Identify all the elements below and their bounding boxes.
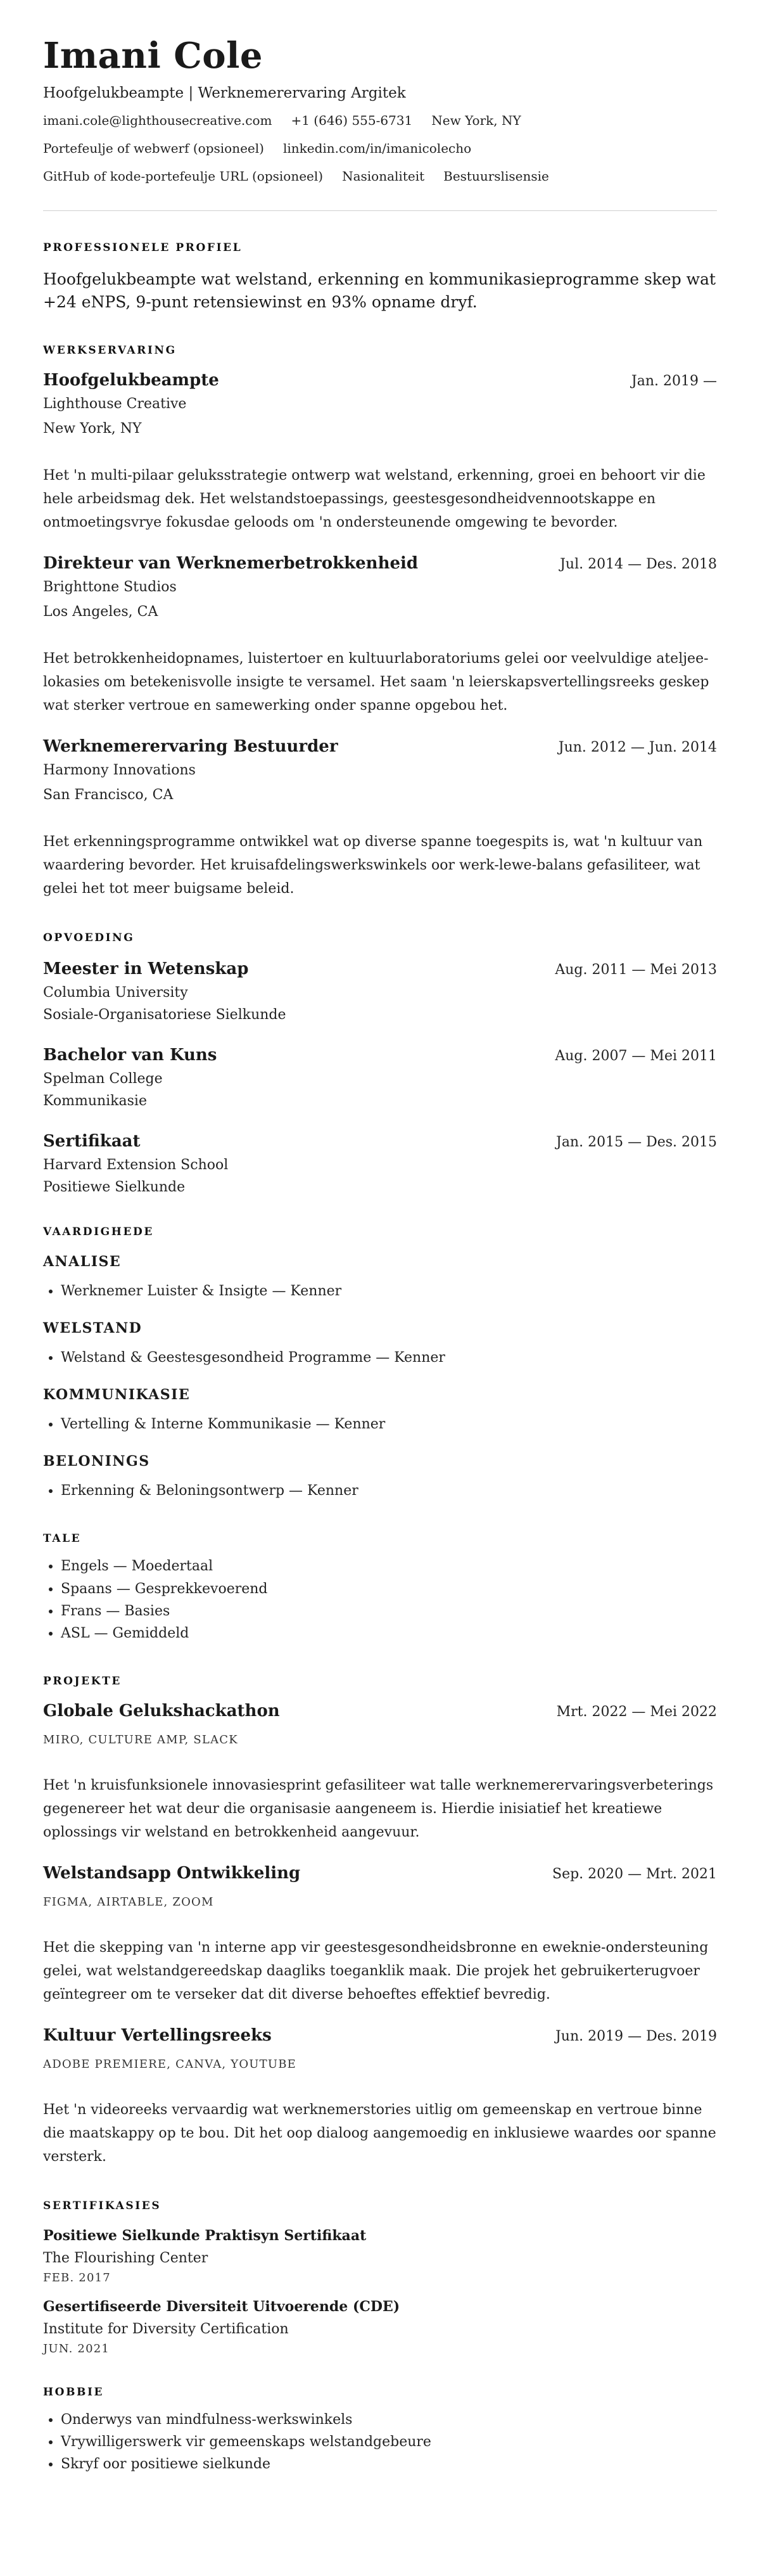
contact-row-1 <box>43 113 717 128</box>
job-date: Jun. 2012 — Jun. 2014 <box>558 739 717 755</box>
project-description: Het 'n videoreeks vervaardig wat werknemerstories uitlig om gemeenskap en vertroue binne die maatskappy op te bou. Dit het oop dialoog aangemoedig en inklusiewe waardes oor spanne versterk. <box>43 2101 716 2165</box>
degree-title: Meester in Wetenskap <box>43 959 249 978</box>
job-location: Los Angeles, CA <box>43 603 158 620</box>
job-date: Jul. 2014 — Des. 2018 <box>560 556 717 572</box>
experience-entry <box>43 371 717 535</box>
education-entry-head <box>43 959 717 978</box>
job-company: Harmony Innovations <box>43 762 196 778</box>
skill-item: • Vertelling & Interne Kommunikasie — Kenner <box>61 1413 717 1435</box>
education-entry <box>43 959 717 1023</box>
hobby-item: • Onderwys van mindfulness-werkswinkels <box>61 2409 717 2431</box>
job-description: Het erkenningsprogramme ontwikkel wat op diverse spanne toegespits is, wat 'n kultuur van waardering bevorder. Het kruisafdelingswerkswinkels oor werk-lewe-balans gefasiliteer, wat gelei het tot meer buigsame beleid. <box>43 833 703 897</box>
section-title-profile: PROFESSIONELE PROFIEL <box>43 241 243 254</box>
contact-phone[interactable]: +1 (646) 555-6731 <box>291 112 413 128</box>
education-date: Jan. 2015 — Des. 2015 <box>556 1134 717 1150</box>
skill-item: • Erkenning & Beloningsontwerp — Kenner <box>61 1480 717 1502</box>
skill-group <box>43 1387 717 1435</box>
experience-entry-head <box>43 371 717 390</box>
skill-list <box>43 1347 717 1369</box>
certification-org: Institute for Diversity Certification <box>43 2321 289 2337</box>
experience-entry-head <box>43 554 717 573</box>
section-title-hobbies: HOBBIE <box>43 2385 104 2399</box>
certification-date: FEB. 2017 <box>43 2271 111 2284</box>
job-description: Het 'n multi-pilaar geluksstrategie ontwerp wat welstand, erkenning, groei en behoort vir die hele arbeidsmag dek. Het welstandstoepassings, geestesgesondheidvennootskappe en ontmoetingsvrye fokusdae geloods om 'n ondersteunende omgewing te bevorder. <box>43 468 706 530</box>
project-entry-head <box>43 2026 717 2045</box>
skill-group-title: WELSTAND <box>43 1319 142 1336</box>
skill-group-title: ANALISE <box>43 1253 122 1270</box>
project-title: Welstandsapp Ontwikkeling <box>43 1864 301 1883</box>
education-field: Positiewe Sielkunde <box>43 1179 186 1195</box>
skill-group <box>43 1253 717 1302</box>
contact-github[interactable]: GitHub of kode-portefeulje URL (opsioneel) <box>43 168 324 184</box>
project-date: Jun. 2019 — Des. 2019 <box>555 2028 717 2044</box>
project-title: Kultuur Vertellingsreeks <box>43 2025 272 2045</box>
certification-name: Gesertifiseerde Diversiteit Uitvoerende (CDE) <box>43 2298 400 2315</box>
profile-section <box>43 241 717 314</box>
section-title-certifications: SERTIFIKASIES <box>43 2199 162 2212</box>
skill-group-title: KOMMUNIKASIE <box>43 1387 191 1404</box>
education-school: Columbia University <box>43 984 188 1001</box>
language-item: • ASL — Gemiddeld <box>61 1622 717 1644</box>
skill-list <box>43 1280 717 1302</box>
certifications-section <box>43 2200 717 2355</box>
candidate-name: Imani Cole <box>43 35 263 77</box>
language-item: • Engels — Moedertaal <box>61 1555 717 1577</box>
job-title: Werknemerervaring Bestuurder <box>43 736 338 756</box>
profile-summary: Hoofgelukbeampte wat welstand, erkenning en kommunikasieprogramme skep wat +24 eNPS, 9-punt retensiewinst en 93% opname dryf. <box>43 269 716 311</box>
project-date: Sep. 2020 — Mrt. 2021 <box>552 1866 717 1883</box>
education-school: Spelman College <box>43 1070 163 1087</box>
languages-section <box>43 1532 717 1644</box>
certification-entry <box>43 2298 717 2355</box>
language-list <box>43 1555 717 1644</box>
contact-drivers-license: Bestuurslisensie <box>443 168 549 184</box>
contact-linkedin[interactable]: linkedin.com/in/imanicolecho <box>282 140 472 156</box>
project-tech: FIGMA, AIRTABLE, ZOOM <box>43 1895 214 1909</box>
certification-org: The Flourishing Center <box>43 2250 208 2266</box>
project-entry <box>43 1864 717 2007</box>
skill-group <box>43 1453 717 1502</box>
education-school: Harvard Extension School <box>43 1157 229 1173</box>
resume-header <box>43 37 717 184</box>
certification-name: Positiewe Sielkunde Praktisyn Sertifikaat <box>43 2227 367 2244</box>
contact-row-2 <box>43 141 717 156</box>
experience-entry <box>43 554 717 718</box>
section-title-skills: VAARDIGHEDE <box>43 1225 154 1238</box>
project-entry-head <box>43 1864 717 1883</box>
skill-group-title: BELONINGS <box>43 1453 150 1470</box>
job-title: Hoofgelukbeampte <box>43 371 219 390</box>
skill-item: • Werknemer Luister & Insigte — Kenner <box>61 1280 717 1302</box>
hobbies-section <box>43 2386 717 2476</box>
project-tech: ADOBE PREMIERE, CANVA, YOUTUBE <box>43 2057 296 2071</box>
project-title: Globale Gelukshackathon <box>43 1701 280 1721</box>
certification-date: JUN. 2021 <box>43 2342 110 2355</box>
job-date: Jan. 2019 — <box>631 373 717 390</box>
project-entry <box>43 1701 717 1845</box>
hobby-item: • Vrywilligerswerk vir gemeenskaps welstandgebeure <box>61 2431 717 2453</box>
contact-location: New York, NY <box>431 112 521 128</box>
candidate-tagline: Hoofgelukbeampte | Werknemerervaring Argitek <box>43 84 406 101</box>
contact-email[interactable]: imani.cole@lighthousecreative.com <box>43 112 272 128</box>
experience-entry <box>43 737 717 901</box>
language-item: • Spaans — Gesprekkevoerend <box>61 1578 717 1600</box>
header-divider <box>43 210 717 211</box>
experience-entry-head <box>43 737 717 756</box>
education-field: Sosiale-Organisatoriese Sielkunde <box>43 1006 286 1023</box>
project-date: Mrt. 2022 — Mei 2022 <box>556 1704 717 1721</box>
project-entry-head <box>43 1701 717 1721</box>
education-entry <box>43 1046 717 1109</box>
job-description: Het betrokkenheidopnames, luistertoer en kultuurlaboratoriums gelei oor veelvuldige ateljee-lokasies om betekenisvolle insigte te versamel. Het saam 'n leierskapsvertellingsreeks geskep wat sterker vertroue en samewerking onder spanne opgebou het. <box>43 650 709 714</box>
skill-list <box>43 1413 717 1435</box>
project-description: Het 'n kruisfunksionele innovasiesprint gefasiliteer wat talle werknemerervaringsverbeterings gegenereer het wat deur die organisasie aangeneem is. Hierdie inisiatief het kreatiewe oplossings vir welstand en betrokkenheid aangevuur. <box>43 1778 714 1841</box>
hobby-list <box>43 2409 717 2476</box>
experience-section <box>43 344 717 901</box>
job-title: Direkteur van Werknemerbetrokkenheid <box>43 553 419 573</box>
contact-nationality: Nasionaliteit <box>342 168 425 184</box>
education-date: Aug. 2011 — Mei 2013 <box>555 961 717 978</box>
contact-portfolio[interactable]: Portefeulje of webwerf (opsioneel) <box>43 140 264 156</box>
education-entry-head <box>43 1132 717 1151</box>
job-location: New York, NY <box>43 421 142 437</box>
section-title-projects: PROJEKTE <box>43 1675 122 1688</box>
project-entry <box>43 2026 717 2169</box>
hobby-item: • Skryf oor positiewe sielkunde <box>61 2453 717 2475</box>
education-field: Kommunikasie <box>43 1093 147 1109</box>
skill-group <box>43 1320 717 1369</box>
education-entry-head <box>43 1046 717 1065</box>
job-location: San Francisco, CA <box>43 786 174 803</box>
job-company: Lighthouse Creative <box>43 396 187 413</box>
degree-title: Sertifikaat <box>43 1131 141 1151</box>
project-description: Het die skepping van 'n interne app vir geestesgesondheidsbronne en eweknie-ondersteuning gelei, wat welstandgereedskap daagliks toeganklik maak. Die projek het gebruikerterugvoer geïntegreer om te verseker dat dit diverse behoeftes effektief bevredig. <box>43 1940 709 2002</box>
job-company: Brighttone Studios <box>43 579 177 595</box>
project-tech: MIRO, CULTURE AMP, SLACK <box>43 1733 238 1747</box>
contact-row-3 <box>43 169 717 184</box>
section-title-education: OPVOEDING <box>43 931 135 944</box>
skills-section <box>43 1226 717 1503</box>
section-title-languages: TALE <box>43 1532 82 1546</box>
section-title-experience: WERKSERVARING <box>43 344 177 357</box>
certification-entry <box>43 2227 717 2284</box>
skill-list <box>43 1480 717 1502</box>
degree-title: Bachelor van Kuns <box>43 1045 217 1065</box>
education-section <box>43 932 717 1195</box>
skill-item: • Welstand & Geestesgesondheid Programme — Kenner <box>61 1347 717 1369</box>
projects-section <box>43 1675 717 2169</box>
language-item: • Frans — Basies <box>61 1600 717 1622</box>
education-entry <box>43 1132 717 1195</box>
education-date: Aug. 2007 — Mei 2011 <box>555 1048 717 1064</box>
